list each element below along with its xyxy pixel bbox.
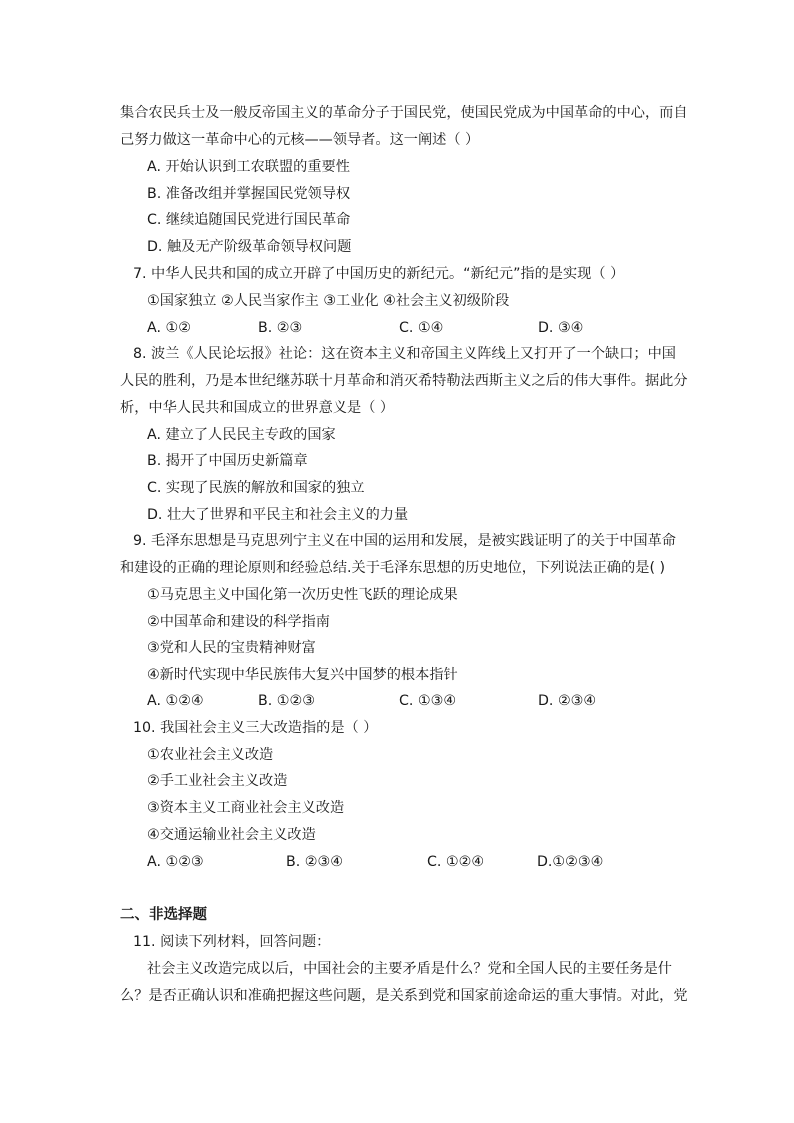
q10-stem: 10. 我国社会主义三大改造指的是（ ） xyxy=(133,720,378,736)
q9-item-2: ②中国革命和建设的科学指南 xyxy=(147,614,330,630)
q8-option-b: B. 揭开了中国历史新篇章 xyxy=(147,453,308,469)
q9-option-a: A. ①②④ xyxy=(147,693,204,709)
q7-items: ①国家独立 ②人民当家作主 ③工业化 ④社会主义初级阶段 xyxy=(147,293,510,309)
q9-options xyxy=(147,692,707,710)
q6-option-d: D. 触及无产阶级革命领导权问题 xyxy=(147,239,352,255)
q8-option-c: C. 实现了民族的解放和国家的独立 xyxy=(147,480,365,496)
q7-option-c: C. ①④ xyxy=(399,320,444,336)
q9-option-c: C. ①③④ xyxy=(399,693,457,709)
q11-stem: 11. 阅读下列材料，回答问题： xyxy=(133,934,331,950)
q7-option-d: D. ③④ xyxy=(538,320,584,336)
q6-stem-line-2: 己努力做这一革命中心的元核——领导者。这一阐述（ ） xyxy=(120,132,480,148)
q9-item-3: ③党和人民的宝贵精神财富 xyxy=(147,640,316,656)
q8-stem-line-1: 8. 波兰《人民论坛报》社论：这在资本主义和帝国主义阵线上又打开了一个缺口；中国 xyxy=(133,346,676,362)
q10-item-3: ③资本主义工商业社会主义改造 xyxy=(147,800,345,816)
q9-option-d: D. ②③④ xyxy=(538,693,597,709)
q8-option-d: D. 壮大了世界和平民主和社会主义的力量 xyxy=(147,507,409,523)
q8-stem-line-3: 析，中华人民共和国成立的世界意义是（ ） xyxy=(120,400,395,416)
q10-option-c: C. ①②④ xyxy=(427,854,485,870)
q6-option-c: C. 继续追随国民党进行国民革命 xyxy=(147,212,351,228)
q9-item-4: ④新时代实现中华民族伟大复兴中国梦的根本指针 xyxy=(147,667,458,683)
section-title: 二、非选择题 xyxy=(120,907,207,923)
q6-stem-line-1: 集合农民兵士及一般反帝国主义的革命分子于国民党，使国民党成为中国革命的中心，而自 xyxy=(120,105,688,121)
q7-options xyxy=(147,319,707,337)
q10-option-d: D.①②③④ xyxy=(537,854,604,870)
q6-option-b: B. 准备改组并掌握国民党领导权 xyxy=(147,186,351,202)
q7-option-b: B. ②③ xyxy=(258,320,303,336)
q9-option-b: B. ①②③ xyxy=(258,693,315,709)
q10-item-1: ①农业社会主义改造 xyxy=(147,747,274,763)
q10-option-a: A. ①②③ xyxy=(147,854,204,870)
q11-material-line-1: 社会主义改造完成以后，中国社会的主要矛盾是什么？党和全国人民的主要任务是什 xyxy=(147,961,672,977)
q7-stem: 7. 中华人民共和国的成立开辟了中国历史的新纪元。“新纪元”指的是实现（ ） xyxy=(133,266,625,282)
q9-item-1: ①马克思主义中国化第一次历史性飞跃的理论成果 xyxy=(147,587,458,603)
q10-item-2: ②手工业社会主义改造 xyxy=(147,773,288,789)
q10-option-b: B. ②③④ xyxy=(286,854,343,870)
q9-stem-line-1: 9. 毛泽东思想是马克思列宁主义在中国的运用和发展，是被实践证明了的关于中国革命 xyxy=(133,533,676,549)
q11-material-line-2: 么？是否正确认识和准确把握这些问题，是关系到党和国家前途命运的重大事情。对此，党 xyxy=(120,988,688,1004)
q10-options xyxy=(147,853,707,871)
q10-item-4: ④交通运输业社会主义改造 xyxy=(147,827,316,843)
q8-stem-line-2: 人民的胜利，乃是本世纪继苏联十月革命和消灭希特勒法西斯主义之后的伟大事件。据此分 xyxy=(120,373,688,389)
q7-option-a: A. ①② xyxy=(147,320,191,336)
q8-option-a: A. 建立了人民民主专政的国家 xyxy=(147,427,336,443)
q6-option-a: A. 开始认识到工农联盟的重要性 xyxy=(147,159,350,175)
q9-stem-line-2: 和建设的正确的理论原则和经验总结.关于毛泽东思想的历史地位，下列说法正确的是( ) xyxy=(120,560,666,576)
